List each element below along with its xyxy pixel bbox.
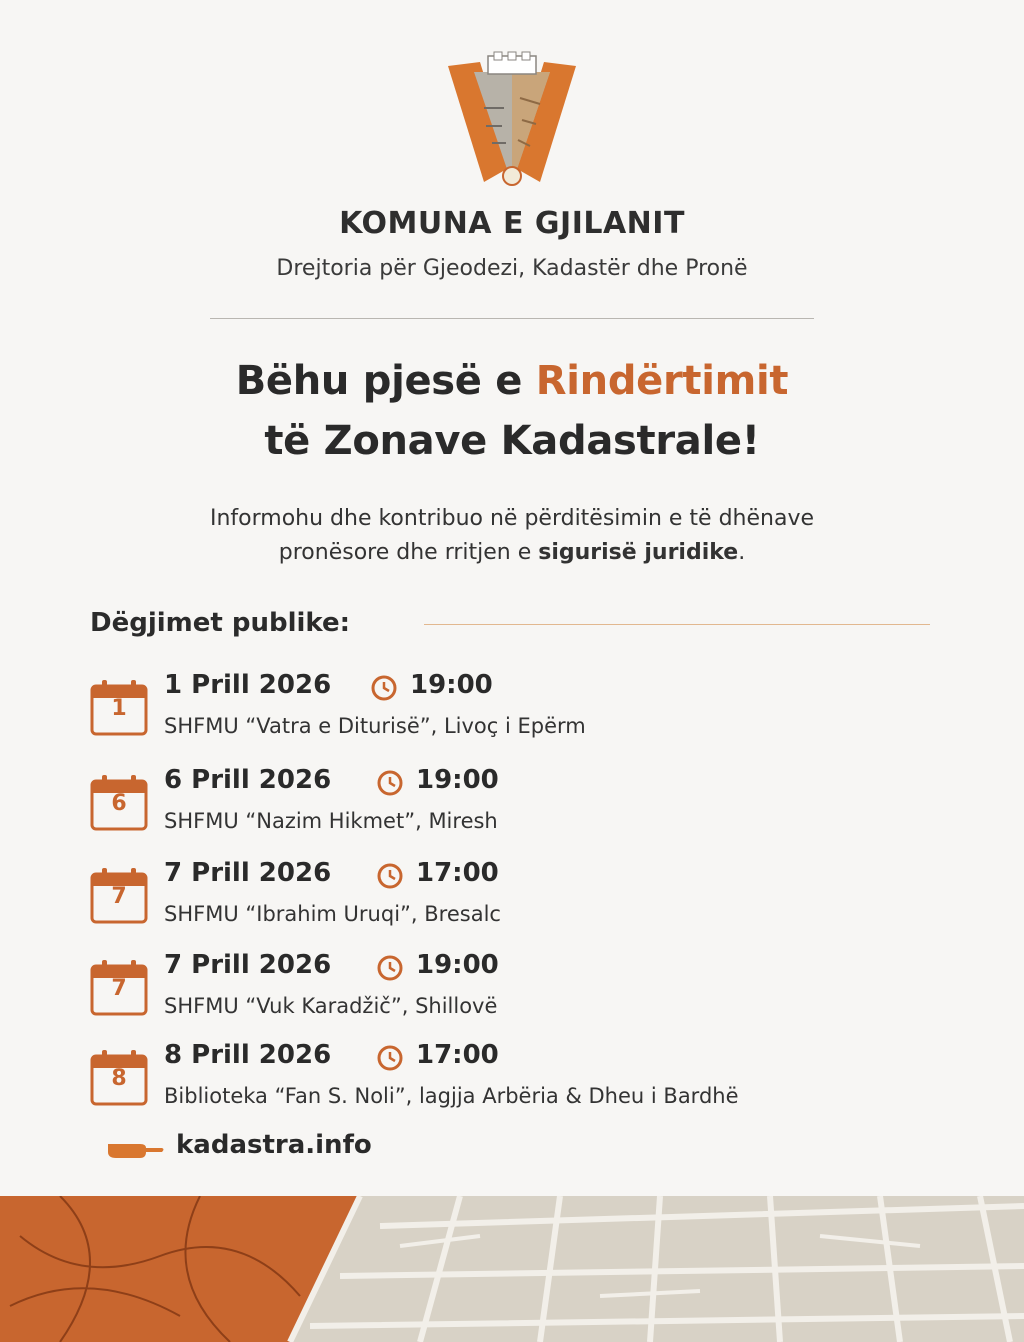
calendar-day: 8	[111, 1066, 127, 1091]
event-time: 17:00	[416, 858, 499, 888]
event-item	[88, 765, 948, 851]
event-place: SHFMU “Ibrahim Uruqi”, Bresalc	[164, 902, 501, 926]
intro-line-1: Informohu dhe kontribuo në përditësimin e të dhënave	[209, 506, 815, 531]
calendar-day: 7	[111, 884, 127, 909]
section-title: Dëgjimet publike:	[90, 608, 351, 638]
intro-suffix: .	[738, 540, 746, 565]
event-place: Biblioteka “Fan S. Noli”, lagjja Arbëria & Dheu i Bardhë	[164, 1084, 739, 1108]
event-time: 19:00	[416, 765, 499, 795]
clock-icon	[376, 862, 404, 890]
intro-line-2	[0, 536, 1024, 570]
event-place: SHFMU “Vuk Karadžič”, Shillovë	[164, 994, 498, 1018]
municipality-emblem	[444, 48, 580, 194]
header-divider	[210, 318, 814, 319]
event-date: 6 Prill 2026	[164, 765, 332, 795]
event-place: SHFMU “Vatra e Diturisë”, Livoç i Epërm	[164, 714, 586, 738]
event-time: 19:00	[416, 950, 499, 980]
pointing-hand-icon	[106, 1136, 166, 1162]
clock-icon	[376, 769, 404, 797]
headline-line-1	[0, 358, 1024, 404]
cadastral-map-decoration	[0, 1196, 1024, 1342]
calendar-day: 7	[111, 976, 127, 1001]
event-time: 17:00	[416, 1040, 499, 1070]
event-item	[88, 858, 948, 944]
calendar-day: 6	[111, 791, 127, 816]
event-time: 19:00	[410, 670, 493, 700]
organization-title: KOMUNA E GJILANIT	[339, 206, 685, 241]
headline-line-2: të Zonave Kadastrale!	[264, 418, 760, 464]
intro-bold: sigurisë juridike	[538, 540, 739, 565]
clock-icon	[370, 674, 398, 702]
clock-icon	[376, 954, 404, 982]
website-link[interactable]: kadastra.info	[176, 1130, 372, 1160]
clock-icon	[376, 1044, 404, 1072]
intro-prefix: pronësore dhe rritjen e	[278, 540, 539, 565]
event-date: 7 Prill 2026	[164, 858, 332, 888]
event-place: SHFMU “Nazim Hikmet”, Miresh	[164, 809, 498, 833]
headline-accent: Rindërtimit	[535, 358, 789, 404]
event-date: 1 Prill 2026	[164, 670, 332, 700]
calendar-day: 1	[111, 696, 127, 721]
event-item	[88, 1040, 948, 1126]
event-item	[88, 950, 948, 1036]
event-date: 7 Prill 2026	[164, 950, 332, 980]
event-item	[88, 670, 948, 756]
event-date: 8 Prill 2026	[164, 1040, 332, 1070]
organization-subtitle: Drejtoria për Gjeodezi, Kadastër dhe Pronë	[276, 256, 748, 281]
section-rule	[424, 624, 930, 625]
headline-prefix: Bëhu pjesë e	[235, 358, 536, 404]
